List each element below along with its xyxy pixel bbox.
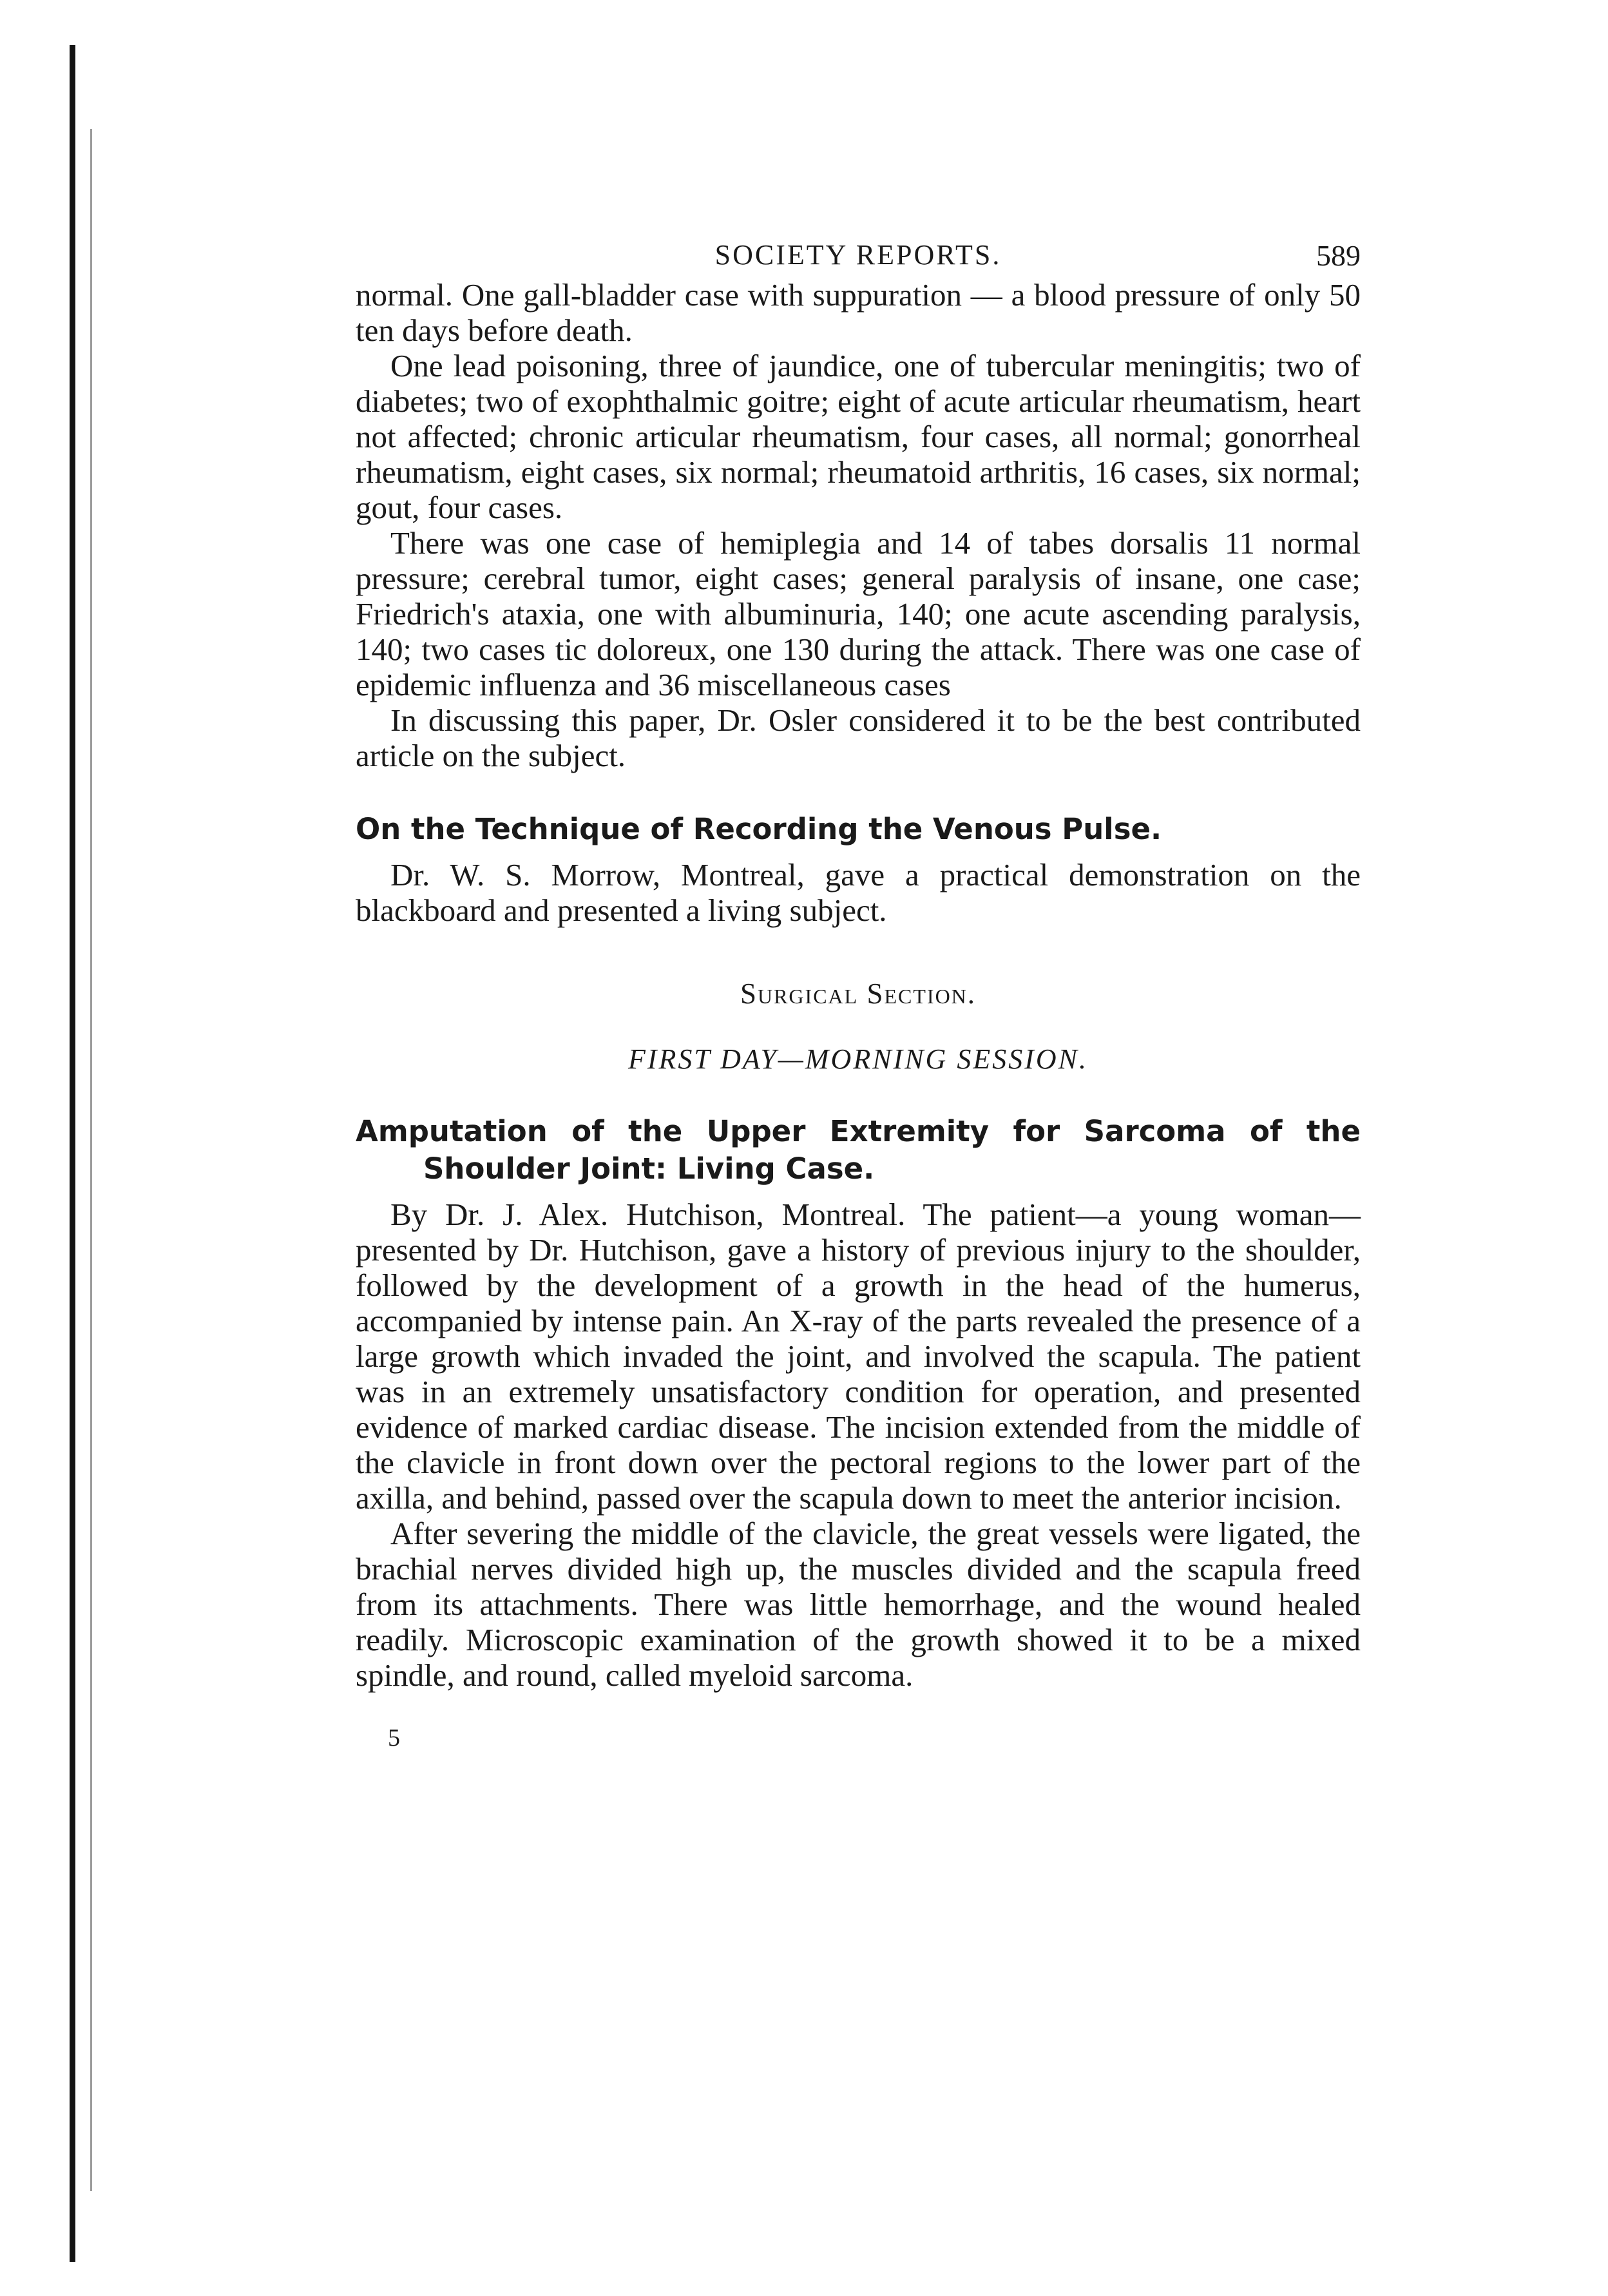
session-title: FIRST DAY—MORNING SESSION. xyxy=(628,1043,1088,1075)
paragraph-osler-discussion: In discussing this paper, Dr. Osler considered it to be the best contributed article on the subject. xyxy=(356,702,1361,773)
heading-amputation: Amputation of the Upper Extremity for Sarcoma of the Shoulder Joint: Living Case. xyxy=(356,1114,1361,1186)
paragraph-operation-details: After severing the middle of the clavicle, the great vessels were ligated, the brachial nerves divided high up, the muscles divided and the scapula freed from its attachments. There was little hemorrhage, and the wound healed readily. Microscopic examination of the growth showed it to be a mixed spindle, and round, called myeloid sarcoma. xyxy=(356,1516,1361,1693)
paragraph-hemiplegia: There was one case of hemiplegia and 14 of tabes dorsalis 11 normal pressure; cerebral tumor, eight cases; general paralysis of insane, one case; Friedrich's ataxia, one with albuminuria, 140; one acute ascending paralysis, 140; two cases tic doloreux, one 130 during the attack. There was one case of epidemic influenza and 36 miscellaneous cases xyxy=(356,525,1361,702)
running-head xyxy=(356,226,1361,277)
signature-mark: 5 xyxy=(388,1724,400,1751)
paragraph-continuation: normal. One gall-bladder case with suppuration — a blood pressure of only 50 ten days before death. xyxy=(356,277,1361,348)
paragraph-hutchison-case: By Dr. J. Alex. Hutchison, Montreal. The patient—a young woman—presented by Dr. Hutchison, gave a history of previous injury to the shoulder, followed by the development of a growth in the head of the humerus, accompanied by intense pain. An X-ray of the parts revealed the presence of a large growth which invaded the joint, and involved the scapula. The patient was in an extremely unsatisfactory condition for operation, and presented evidence of marked cardiac disease. The incision extended from the middle of the clavicle in front down over the pectoral regions to the lower part of the axilla, and behind, passed over the scapula down to meet the anterior incision. xyxy=(356,1197,1361,1516)
page-number: 589 xyxy=(1316,239,1361,272)
surgical-section-title: Surgical Section. xyxy=(740,978,977,1010)
binding-shadow xyxy=(90,129,92,2191)
binding-edge xyxy=(70,45,75,2262)
heading-venous-pulse: On the Technique of Recording the Venous Pulse. xyxy=(356,812,1162,846)
running-title: SOCIETY REPORTS. xyxy=(714,239,1002,271)
paragraph-lead-poisoning: One lead poisoning, three of jaundice, one of tubercular meningitis; two of diabetes; two of exophthalmic goitre; eight of acute articular rheumatism, heart not affected; chronic articular rheumatism, four cases, all normal; gonorrheal rheumatism, eight cases, six normal; rheumatoid arthritis, 16 cases, six normal; gout, four cases. xyxy=(356,348,1361,525)
page-text-column xyxy=(356,226,1361,1752)
paragraph-morrow-demonstration: Dr. W. S. Morrow, Montreal, gave a practical demonstration on the blackboard and presented a living subject. xyxy=(356,857,1361,928)
